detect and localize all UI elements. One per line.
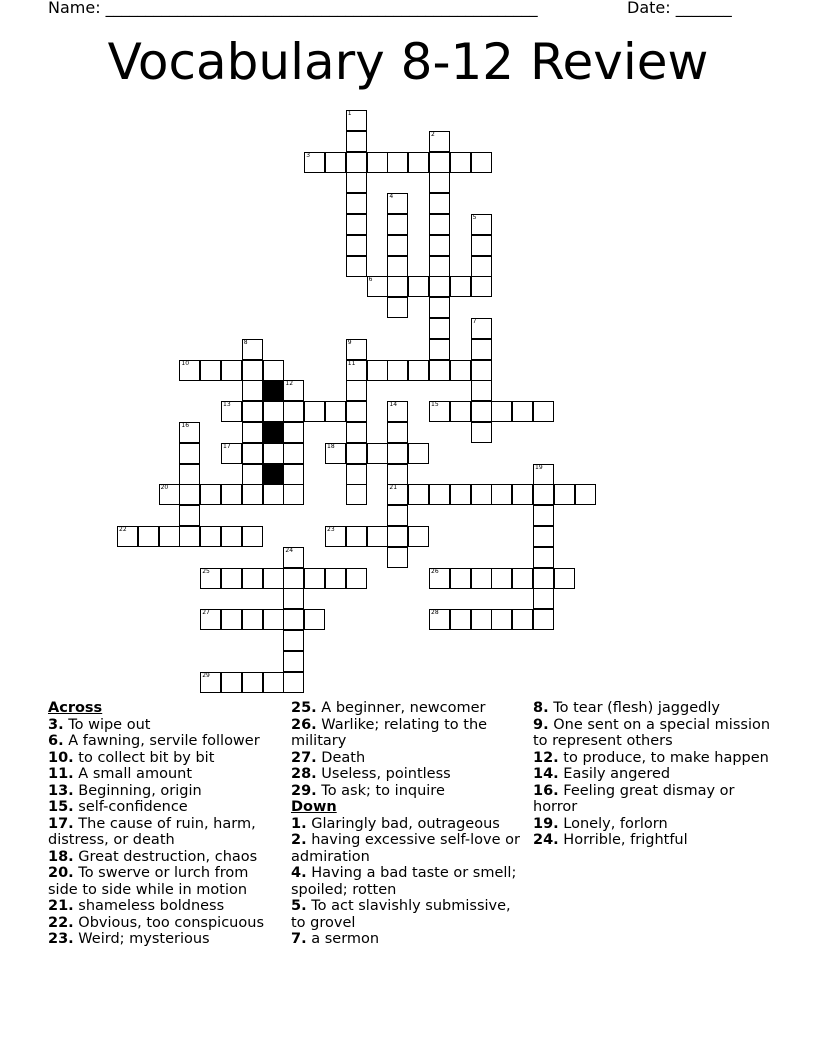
grid-cell[interactable] xyxy=(429,256,450,277)
grid-cell[interactable] xyxy=(221,360,242,381)
clue-number: 12. xyxy=(533,749,559,766)
grid-cell[interactable] xyxy=(408,484,429,505)
grid-cell[interactable] xyxy=(512,609,533,630)
grid-cell[interactable] xyxy=(471,339,492,360)
grid-cell[interactable] xyxy=(387,193,408,214)
cell-number: 16 xyxy=(181,422,190,429)
grid-cell[interactable] xyxy=(283,630,304,651)
grid-cell[interactable] xyxy=(283,547,304,568)
clue-number: 9. xyxy=(533,716,549,733)
grid-cell[interactable] xyxy=(471,484,492,505)
grid-cell[interactable] xyxy=(408,152,429,173)
grid-cell[interactable] xyxy=(159,484,180,505)
clue-number: 6. xyxy=(48,733,64,749)
grid-cell[interactable] xyxy=(346,214,367,235)
clue-number: 29. xyxy=(291,782,317,799)
cell-number: 17 xyxy=(223,442,231,450)
grid-cell[interactable] xyxy=(471,276,492,297)
grid-cell[interactable] xyxy=(450,276,471,297)
grid-cell[interactable] xyxy=(387,276,408,297)
clue-number: 11. xyxy=(48,766,74,782)
name-field[interactable]: Name: ______________________________________________________ xyxy=(48,0,538,17)
clue-item: 4. Having a bad taste or smell; spoiled; rotten xyxy=(291,865,517,898)
across-heading: Across xyxy=(48,700,103,716)
grid-cell[interactable] xyxy=(429,214,450,235)
clue-item: 26. Warlike; relating to the military xyxy=(291,716,488,749)
grid-cell[interactable] xyxy=(346,401,367,422)
grid-cell[interactable] xyxy=(304,401,325,422)
grid-cell[interactable] xyxy=(346,380,367,401)
clue-item: 1. Glaringly bad, outrageous xyxy=(291,815,500,832)
grid-cell[interactable] xyxy=(471,568,492,589)
grid-cell[interactable] xyxy=(242,401,263,422)
grid-cell[interactable] xyxy=(179,443,200,464)
grid-cell[interactable] xyxy=(283,568,304,589)
grid-cell[interactable] xyxy=(263,401,284,422)
grid-cell[interactable] xyxy=(367,526,388,547)
clue-column-3 xyxy=(533,700,773,849)
grid-cell[interactable] xyxy=(387,505,408,526)
clue-item: 15. self-confidence xyxy=(48,799,188,815)
cell-number: 5 xyxy=(472,214,477,221)
clue-item: 29. To ask; to inquire xyxy=(291,782,445,799)
cell-number: 29 xyxy=(202,671,210,679)
grid-cell[interactable] xyxy=(533,464,554,485)
cell-number: 8 xyxy=(243,338,248,346)
grid-cell[interactable] xyxy=(283,651,304,672)
grid-cell[interactable] xyxy=(346,339,367,360)
clue-number: 13. xyxy=(48,782,74,799)
grid-cell[interactable] xyxy=(263,360,284,381)
grid-cell[interactable] xyxy=(242,609,263,630)
grid-cell[interactable] xyxy=(429,484,450,505)
grid-cell[interactable] xyxy=(242,568,263,589)
grid-cell[interactable] xyxy=(221,672,242,693)
clue-item: 16. Feeling great dismay or horror xyxy=(533,782,735,815)
clue-item: 10. to collect bit by bit xyxy=(48,749,215,766)
grid-cell[interactable] xyxy=(367,276,388,297)
grid-cell[interactable] xyxy=(263,443,284,464)
grid-cell[interactable] xyxy=(408,360,429,381)
cell-number: 25 xyxy=(202,567,210,575)
grid-cell[interactable] xyxy=(387,256,408,277)
grid-cell[interactable] xyxy=(429,131,450,152)
grid-cell[interactable] xyxy=(346,131,367,152)
grid-cell[interactable] xyxy=(387,464,408,485)
clue-item: 22. Obvious, too conspicuous xyxy=(48,914,264,931)
clue-number: 8. xyxy=(533,700,549,716)
cell-number: 22 xyxy=(119,526,127,533)
clue-item: 13. Beginning, origin xyxy=(48,782,202,799)
grid-cell[interactable] xyxy=(179,526,200,547)
cell-number: 15 xyxy=(431,401,439,409)
grid-cell[interactable] xyxy=(221,526,242,547)
cell-number: 27 xyxy=(202,609,210,617)
clue-item: 19. Lonely, forlorn xyxy=(533,815,668,832)
grid-cell[interactable] xyxy=(346,193,367,214)
grid-cell[interactable] xyxy=(200,672,221,693)
grid-cell[interactable] xyxy=(242,380,263,401)
clue-column-2 xyxy=(291,700,526,948)
cell-number: 7 xyxy=(472,318,477,325)
grid-cell[interactable] xyxy=(283,464,304,485)
grid-cell[interactable] xyxy=(346,152,367,173)
clue-number: 21. xyxy=(48,898,74,914)
grid-cell[interactable] xyxy=(304,609,325,630)
grid-cell[interactable] xyxy=(200,568,221,589)
grid-cell[interactable] xyxy=(200,609,221,630)
grid-cell[interactable] xyxy=(304,152,325,173)
grid-cell[interactable] xyxy=(325,152,346,173)
cell-number: 19 xyxy=(535,463,543,471)
clue-number: 24. xyxy=(533,832,559,848)
clue-item: 8. To tear (flesh) jaggedly xyxy=(533,700,720,716)
clue-item: 11. A small amount xyxy=(48,766,193,782)
grid-cell[interactable] xyxy=(575,484,596,505)
date-field[interactable]: Date: _______ xyxy=(627,0,732,17)
grid-cell[interactable] xyxy=(429,339,450,360)
grid-cell[interactable] xyxy=(117,526,138,547)
grid-cell[interactable] xyxy=(429,609,450,630)
grid-cell[interactable] xyxy=(429,401,450,422)
grid-cell[interactable] xyxy=(325,526,346,547)
grid-cell[interactable] xyxy=(263,484,284,505)
grid-cell[interactable] xyxy=(533,401,554,422)
clue-number: 2. xyxy=(291,832,307,848)
clue-number: 26. xyxy=(291,716,317,733)
grid-cell[interactable] xyxy=(283,484,304,505)
grid-cell[interactable] xyxy=(283,588,304,609)
cell-number: 20 xyxy=(160,484,169,492)
grid-cell[interactable] xyxy=(346,110,367,131)
clue-number: 25. xyxy=(291,700,317,716)
cell-number: 23 xyxy=(327,526,335,533)
clue-number: 10. xyxy=(48,749,74,766)
grid-cell[interactable] xyxy=(179,505,200,526)
clue-item: 5. To act slavishly submissive, to grovel xyxy=(291,898,511,931)
clue-number: 28. xyxy=(291,766,317,782)
clue-number: 19. xyxy=(533,815,559,832)
grid-cell[interactable] xyxy=(429,172,450,193)
grid-cell[interactable] xyxy=(429,297,450,318)
grid-cell[interactable] xyxy=(179,360,200,381)
cell-number: 12 xyxy=(285,380,294,388)
cell-number: 14 xyxy=(389,401,398,409)
grid-cell[interactable] xyxy=(367,152,388,173)
clue-number: 1. xyxy=(291,815,307,832)
grid-cell[interactable] xyxy=(200,484,221,505)
grid-cell[interactable] xyxy=(450,360,471,381)
grid-cell[interactable] xyxy=(491,568,512,589)
clue-number: 16. xyxy=(533,782,559,799)
grid-cell[interactable] xyxy=(387,297,408,318)
grid-cell[interactable] xyxy=(242,360,263,381)
grid-cell[interactable] xyxy=(242,526,263,547)
clue-item: 6. A fawning, servile follower xyxy=(48,733,260,749)
grid-cell[interactable] xyxy=(533,526,554,547)
clue-item: 17. The cause of ruin, harm, distress, or death xyxy=(48,815,256,848)
grid-cell[interactable] xyxy=(263,568,284,589)
grid-cell[interactable] xyxy=(179,464,200,485)
clue-item: 3. To wipe out xyxy=(48,716,151,733)
grid-cell[interactable] xyxy=(221,609,242,630)
grid-cell[interactable] xyxy=(387,235,408,256)
cell-number: 24 xyxy=(285,546,294,554)
grid-cell[interactable] xyxy=(304,568,325,589)
grid-cell[interactable] xyxy=(367,443,388,464)
clue-item: 23. Weird; mysterious xyxy=(48,931,210,947)
cell-number: 21 xyxy=(389,484,398,492)
grid-cell[interactable] xyxy=(263,609,284,630)
clue-number: 15. xyxy=(48,799,74,815)
grid-cell[interactable] xyxy=(159,526,180,547)
grid-cell[interactable] xyxy=(450,484,471,505)
grid-cell[interactable] xyxy=(221,401,242,422)
grid-cell[interactable] xyxy=(450,152,471,173)
grid-cell[interactable] xyxy=(471,360,492,381)
clue-number: 27. xyxy=(291,749,317,766)
clue-item: 24. Horrible, frightful xyxy=(533,832,688,848)
grid-cell[interactable] xyxy=(450,609,471,630)
clue-item: 14. Easily angered xyxy=(533,766,671,782)
grid-cell[interactable] xyxy=(179,484,200,505)
grid-cell[interactable] xyxy=(450,568,471,589)
grid-cell[interactable] xyxy=(387,152,408,173)
grid-cell[interactable] xyxy=(346,484,367,505)
grid-cell[interactable] xyxy=(408,276,429,297)
grid-cell[interactable] xyxy=(450,401,471,422)
grid-cell[interactable] xyxy=(346,568,367,589)
grid-cell[interactable] xyxy=(429,193,450,214)
clue-item: 7. a sermon xyxy=(291,931,380,947)
grid-cell[interactable] xyxy=(471,235,492,256)
grid-cell[interactable] xyxy=(221,568,242,589)
clue-item: 20. To swerve or lurch from side to side while in motion xyxy=(48,865,249,898)
grid-cell[interactable] xyxy=(429,152,450,173)
grid-cell[interactable] xyxy=(471,318,492,339)
grid-cell[interactable] xyxy=(325,443,346,464)
grid-cell[interactable] xyxy=(533,568,554,589)
cell-number: 28 xyxy=(431,609,439,617)
cell-number: 1 xyxy=(347,110,352,117)
grid-cell[interactable] xyxy=(325,401,346,422)
grid-cell[interactable] xyxy=(242,443,263,464)
grid-cell[interactable] xyxy=(512,484,533,505)
grid-cell[interactable] xyxy=(263,672,284,693)
grid-cell[interactable] xyxy=(387,214,408,235)
grid-cell[interactable] xyxy=(283,672,304,693)
grid-cell[interactable] xyxy=(200,360,221,381)
grid-cell[interactable] xyxy=(471,152,492,173)
grid-cell[interactable] xyxy=(471,401,492,422)
page-title: Vocabulary 8-12 Review xyxy=(107,33,709,91)
grid-cell[interactable] xyxy=(387,526,408,547)
grid-cell[interactable] xyxy=(346,235,367,256)
grid-cell[interactable] xyxy=(533,609,554,630)
grid-cell[interactable] xyxy=(429,276,450,297)
clue-number: 14. xyxy=(533,766,559,782)
grid-cell[interactable] xyxy=(346,422,367,443)
grid-cell[interactable] xyxy=(387,401,408,422)
grid-cell[interactable] xyxy=(242,672,263,693)
grid-cell[interactable] xyxy=(491,401,512,422)
cell-number: 10 xyxy=(181,359,190,367)
clue-number: 4. xyxy=(291,865,307,881)
grid-cell[interactable] xyxy=(283,443,304,464)
grid-cell[interactable] xyxy=(554,568,575,589)
grid-cell[interactable] xyxy=(512,401,533,422)
clue-number: 5. xyxy=(291,898,307,914)
grid-cell[interactable] xyxy=(346,464,367,485)
clue-number: 3. xyxy=(48,716,64,733)
clue-number: 17. xyxy=(48,815,74,832)
grid-cell[interactable] xyxy=(179,422,200,443)
grid-cell[interactable] xyxy=(554,484,575,505)
grid-cell[interactable] xyxy=(283,609,304,630)
clue-number: 18. xyxy=(48,848,74,865)
clue-number: 7. xyxy=(291,931,307,947)
grid-cell[interactable] xyxy=(387,484,408,505)
grid-block xyxy=(263,464,284,485)
clue-number: 23. xyxy=(48,931,74,947)
grid-cell[interactable] xyxy=(325,568,346,589)
grid-cell[interactable] xyxy=(533,547,554,568)
cell-number: 26 xyxy=(431,567,439,575)
grid-cell[interactable] xyxy=(387,360,408,381)
cell-number: 18 xyxy=(327,442,335,450)
grid-block xyxy=(263,380,284,401)
grid-cell[interactable] xyxy=(346,443,367,464)
grid-cell[interactable] xyxy=(491,609,512,630)
grid-cell[interactable] xyxy=(408,526,429,547)
clue-item: 21. shameless boldness xyxy=(48,898,225,914)
grid-cell[interactable] xyxy=(491,484,512,505)
grid-cell[interactable] xyxy=(200,526,221,547)
grid-cell[interactable] xyxy=(471,422,492,443)
grid-cell[interactable] xyxy=(471,214,492,235)
grid-cell[interactable] xyxy=(242,464,263,485)
clue-number: 20. xyxy=(48,865,74,881)
grid-cell[interactable] xyxy=(346,172,367,193)
grid-cell[interactable] xyxy=(429,318,450,339)
clue-item: 2. having excessive self-love or admiration xyxy=(291,832,520,865)
grid-cell[interactable] xyxy=(283,380,304,401)
grid-cell[interactable] xyxy=(283,401,304,422)
clue-item: 18. Great destruction, chaos xyxy=(48,848,258,865)
clue-item: 12. to produce, to make happen xyxy=(533,749,769,766)
cell-number: 2 xyxy=(431,130,435,138)
grid-cell[interactable] xyxy=(533,505,554,526)
grid-cell[interactable] xyxy=(387,443,408,464)
grid-cell[interactable] xyxy=(387,547,408,568)
clue-item: 9. One sent on a special mission to represent others xyxy=(533,716,771,749)
grid-cell[interactable] xyxy=(533,484,554,505)
grid-cell[interactable] xyxy=(512,568,533,589)
cell-number: 3 xyxy=(306,151,311,159)
cell-number: 13 xyxy=(223,401,231,409)
clue-number: 22. xyxy=(48,914,74,931)
clue-item: 28. Useless, pointless xyxy=(291,766,451,782)
grid-cell[interactable] xyxy=(138,526,159,547)
grid-cell[interactable] xyxy=(283,422,304,443)
grid-cell[interactable] xyxy=(242,339,263,360)
grid-cell[interactable] xyxy=(429,360,450,381)
grid-cell[interactable] xyxy=(221,484,242,505)
grid-cell[interactable] xyxy=(367,360,388,381)
grid-cell[interactable] xyxy=(471,609,492,630)
down-heading: Down xyxy=(291,799,337,815)
cell-number: 9 xyxy=(347,338,352,346)
cell-number: 11 xyxy=(347,359,356,367)
grid-cell[interactable] xyxy=(346,256,367,277)
grid-cell[interactable] xyxy=(471,256,492,277)
grid-cell[interactable] xyxy=(346,360,367,381)
clue-column-1 xyxy=(48,700,278,948)
cell-number: 6 xyxy=(368,276,373,284)
clue-item: 25. A beginner, newcomer xyxy=(291,700,486,716)
grid-block xyxy=(263,422,284,443)
grid-cell[interactable] xyxy=(242,422,263,443)
grid-cell[interactable] xyxy=(533,588,554,609)
grid-cell[interactable] xyxy=(471,380,492,401)
grid-cell[interactable] xyxy=(429,235,450,256)
grid-cell[interactable] xyxy=(387,422,408,443)
grid-cell[interactable] xyxy=(242,484,263,505)
grid-cell[interactable] xyxy=(346,526,367,547)
clue-item: 27. Death xyxy=(291,749,366,766)
grid-cell[interactable] xyxy=(221,443,242,464)
grid-cell[interactable] xyxy=(408,443,429,464)
cell-number: 4 xyxy=(389,193,394,201)
grid-cell[interactable] xyxy=(429,568,450,589)
